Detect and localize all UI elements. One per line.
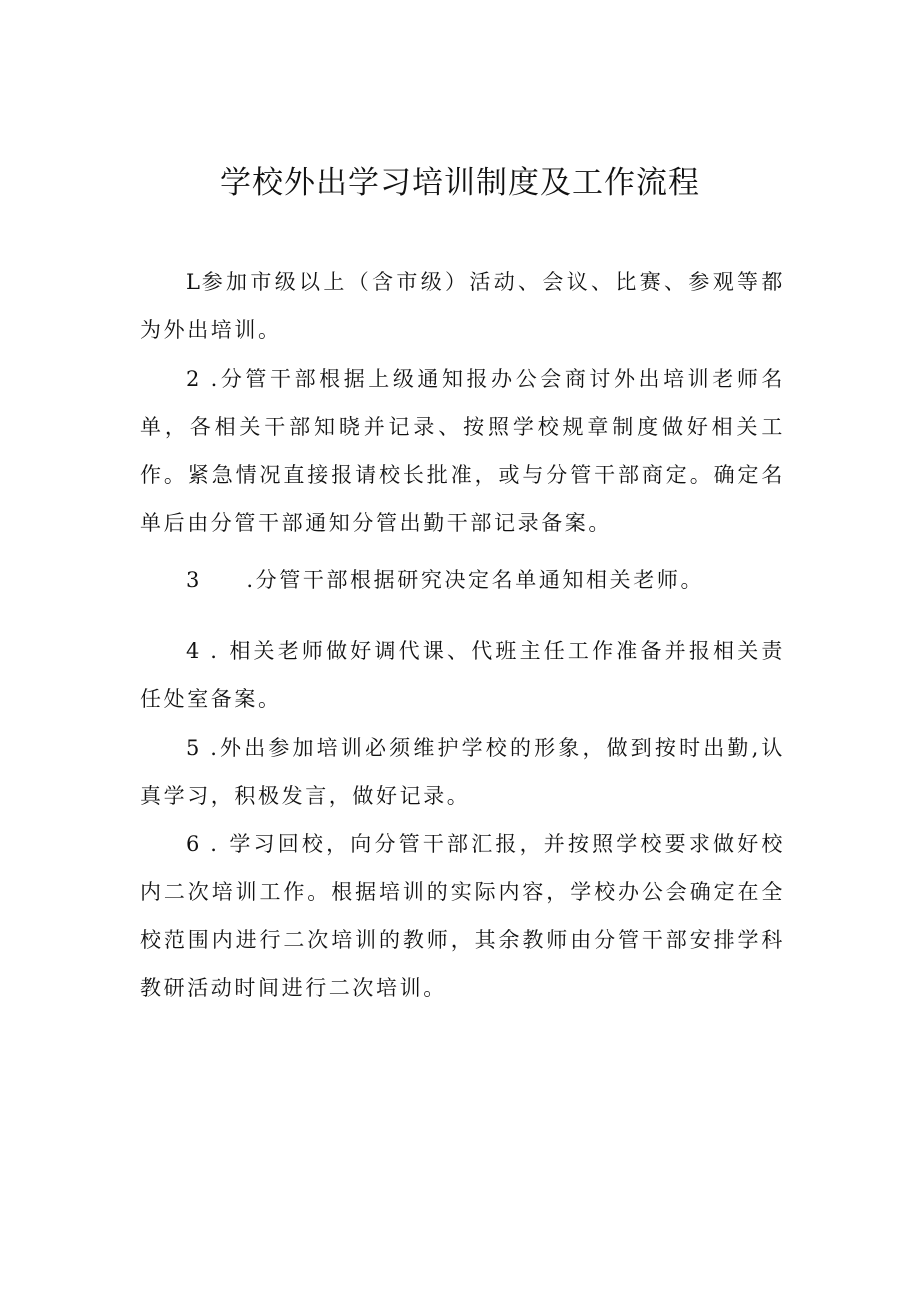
paragraph-1 (140, 258, 785, 354)
paragraph-number: 4 (186, 639, 201, 663)
paragraph-text: 参加市级以上（含市级）活动、会议、比赛、参观等都为外出培训。 (140, 270, 785, 342)
paragraph-number: L (186, 270, 201, 294)
paragraph-5 (140, 724, 785, 820)
paragraph-text: .分管干部根据上级通知报办公会商讨外出培训老师名单，各相关干部知晓并记录、按照学校规章制度做好相关工作。紧急情况直接报请校长批准，或与分管干部商定。确定名单后由分管干部通知分管出勤干部记录备案。 (140, 367, 785, 535)
paragraph-number: 2 (186, 367, 201, 391)
paragraph-number: 6 (186, 832, 201, 856)
paragraph-number: 5 (186, 736, 201, 760)
paragraph-4 (140, 627, 785, 723)
paragraph-6 (140, 820, 785, 1012)
paragraph-2 (140, 355, 785, 547)
paragraph-text: .分管干部根据研究决定名单通知相关老师。 (246, 568, 705, 592)
paragraph-number: 3 (186, 568, 201, 592)
document-title: 学校外出学习培训制度及工作流程 (220, 165, 700, 201)
paragraph-3 (140, 556, 785, 604)
paragraph-text: . 学习回校，向分管干部汇报，并按照学校要求做好校内二次培训工作。根据培训的实际内容，学校办公会确定在全校范围内进行二次培训的教师，其余教师由分管干部安排学科教研活动时间进行二次培训。 (140, 832, 785, 1000)
paragraph-text: . 相关老师做好调代课、代班主任工作准备并报相关责任处室备案。 (140, 639, 785, 711)
paragraph-text: .外出参加培训必须维护学校的形象，做到按时出勤,认真学习，积极发言，做好记录。 (140, 736, 785, 808)
